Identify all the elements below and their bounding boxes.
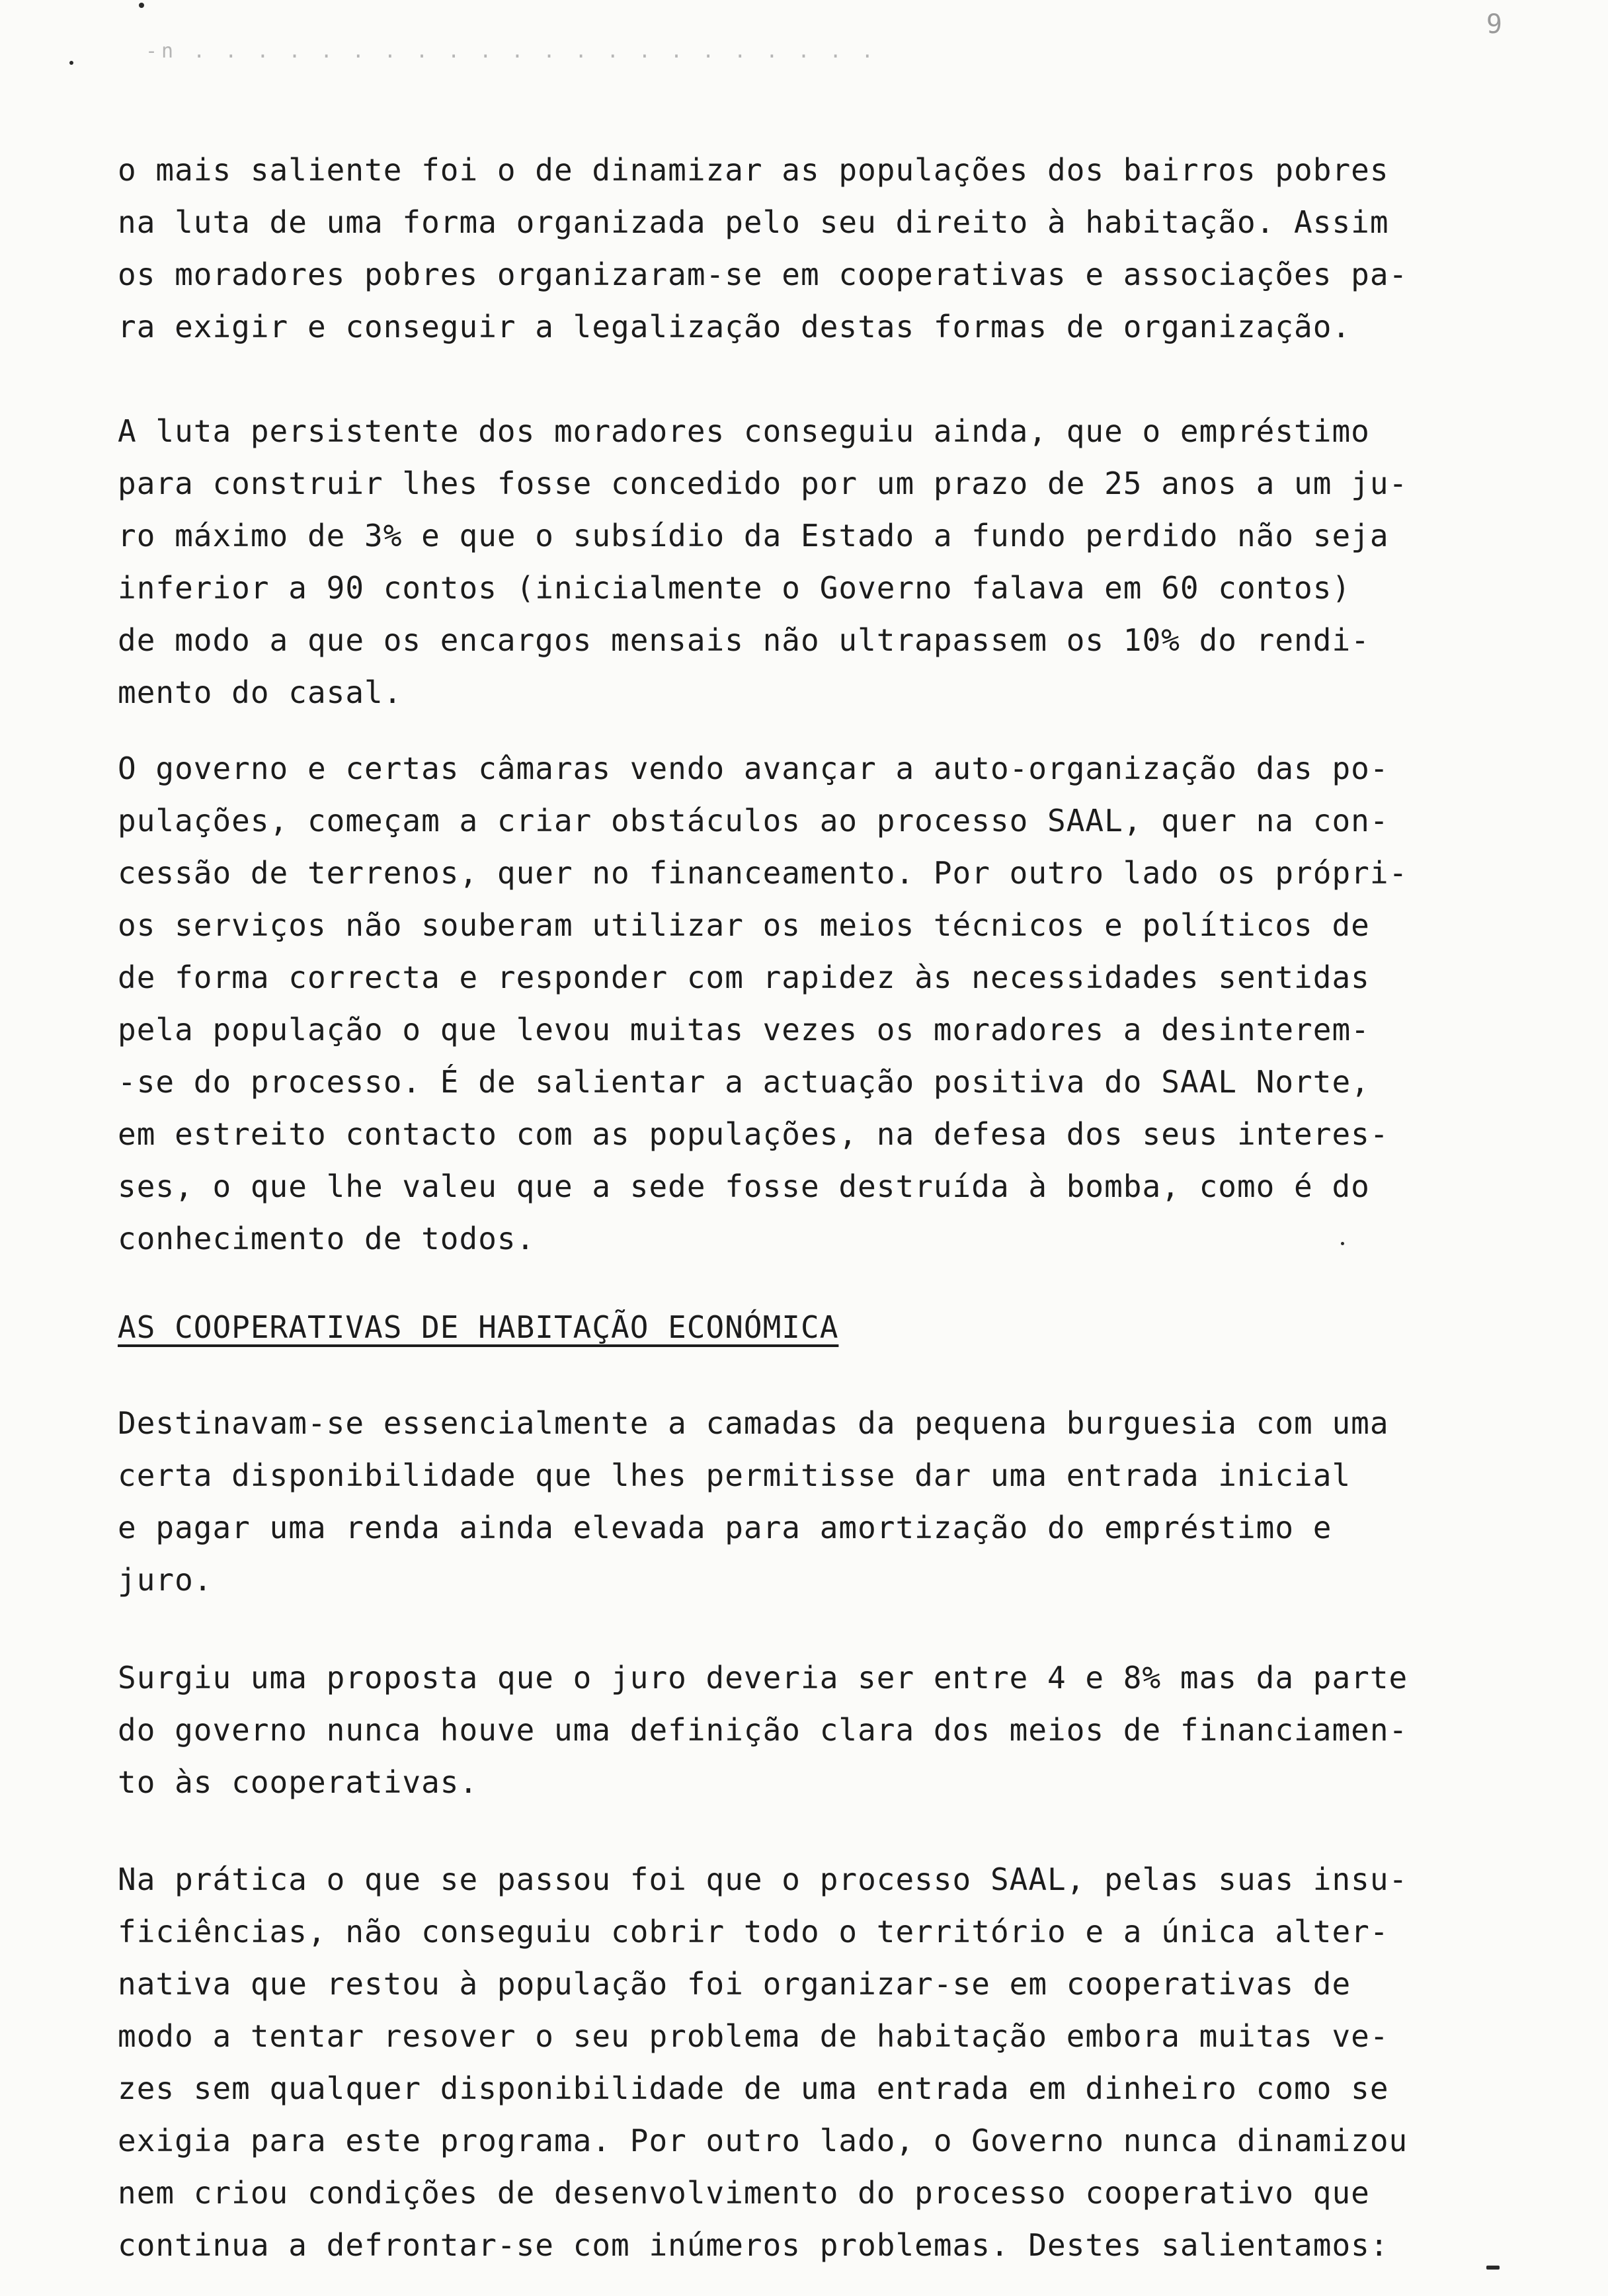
paragraph-3 [118,743,1506,1265]
paragraph-1 [118,144,1506,353]
section-heading: AS COOPERATIVAS DE HABITAÇÃO ECONÓMICA [118,1309,839,1345]
text-line: em estreito contacto com as populações, na defesa dos seus interes- [118,1116,1389,1152]
text-line: para construir lhes fosse concedido por um prazo de 25 anos a um ju- [118,466,1408,501]
paragraph-5 [118,1652,1506,1809]
text-line: nem criou condições de desenvolvimento do processo cooperativo que [118,2175,1370,2211]
text-line: pulações, começam a criar obstáculos ao processo SAAL, quer na con- [118,803,1389,839]
text-line: do governo nunca houve uma definição clara dos meios de financiamen- [118,1712,1408,1748]
text-line: Destinavam-se essencialmente a camadas da pequena burguesia com uma [118,1405,1389,1441]
text-line: -se do processo. É de salientar a actuação positiva do SAAL Norte, [118,1064,1370,1100]
text-line: to às cooperativas. [118,1764,479,1800]
page-number: 9 [1486,9,1502,40]
text-line: modo a tentar resover o seu problema de habitação embora muitas ve- [118,2018,1389,2054]
text-line: exigia para este programa. Por outro lado, o Governo nunca dinamizou [118,2123,1408,2158]
text-line: o mais saliente foi o de dinamizar as populações dos bairros pobres [118,152,1389,188]
text-line: cessão de terrenos, quer no financeamento. Por outro lado os própri- [118,855,1408,891]
header-marks: -n . . . . . . . . . . . . . . . . . . . . . . [145,40,877,63]
text-line: O governo e certas câmaras vendo avançar a auto-organização das po- [118,751,1389,786]
text-line: A luta persistente dos moradores conseguiu ainda, que o empréstimo [118,413,1370,449]
text-line: mento do casal. [118,675,403,710]
text-line: pela população o que levou muitas vezes os moradores a desinterem- [118,1012,1370,1047]
text-line: os serviços não souberam utilizar os meios técnicos e políticos de [118,907,1370,943]
text-line: inferior a 90 contos (inicialmente o Governo falava em 60 contos) [118,570,1351,606]
scan-speck [69,61,73,65]
text-line: ficiências, não conseguiu cobrir todo o território e a única alter- [118,1914,1389,1949]
text-line: certa disponibilidade que lhes permitisse dar uma entrada inicial [118,1457,1351,1493]
text-line: ra exigir e conseguir a legalização destas formas de organização. [118,309,1351,345]
text-line: continua a defrontar-se com inúmeros problemas. Destes salientamos: [118,2227,1389,2263]
paragraph-4 [118,1397,1506,1606]
text-line: os moradores pobres organizaram-se em cooperativas e associações pa- [118,257,1408,292]
scan-speck [139,3,144,8]
paragraph-2 [118,405,1506,719]
text-line: e pagar uma renda ainda elevada para amortização do empréstimo e [118,1510,1332,1545]
text-line: zes sem qualquer disponibilidade de uma entrada em dinheiro como se [118,2070,1389,2106]
text-line: conhecimento de todos. [118,1221,536,1256]
text-line: juro. [118,1562,213,1598]
text-line: na luta de uma forma organizada pelo seu direito à habitação. Assim [118,204,1389,240]
text-line: de forma correcta e responder com rapidez às necessidades sentidas [118,960,1370,995]
scan-speck [1341,1242,1344,1245]
text-line: de modo a que os encargos mensais não ultrapassem os 10% do rendi- [118,622,1370,658]
scan-speck [1486,2266,1500,2270]
text-line: Surgiu uma proposta que o juro deveria ser entre 4 e 8% mas da parte [118,1660,1408,1696]
text-line: nativa que restou à população foi organizar-se em cooperativas de [118,1966,1351,2002]
paragraph-6 [118,1854,1506,2272]
text-line: ro máximo de 3% e que o subsídio da Estado a fundo perdido não seja [118,518,1389,554]
text-line: ses, o que lhe valeu que a sede fosse destruída à bomba, como é do [118,1168,1370,1204]
text-line: Na prática o que se passou foi que o processo SAAL, pelas suas insu- [118,1862,1408,1897]
